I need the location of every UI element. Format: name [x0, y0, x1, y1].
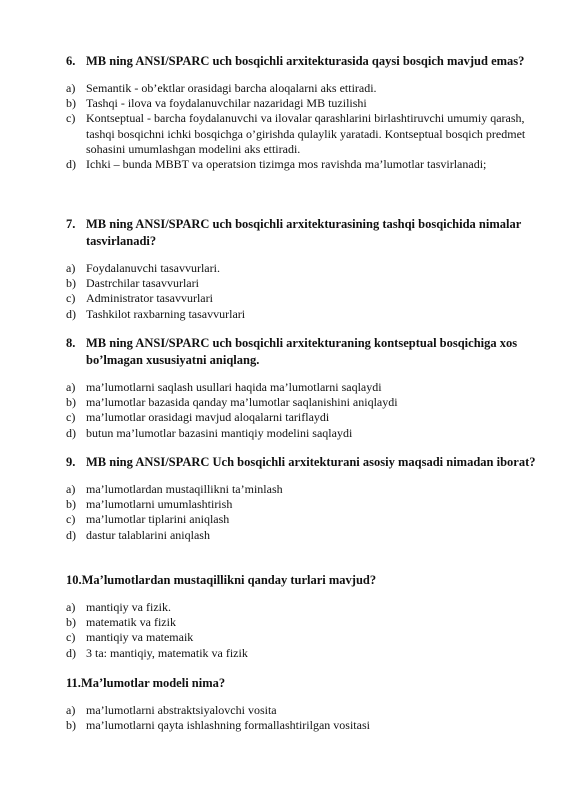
question-text: Ma’lumotlar modeli nima? [80, 676, 226, 690]
option-c [66, 512, 536, 527]
option-letter: b) [66, 718, 76, 733]
option-text: ma’lumotlarni qayta ishlashning formallashtirilgan vositasi [86, 718, 370, 733]
option-list [66, 81, 536, 172]
option-text: 3 ta: mantiqiy, matematik va fizik [86, 645, 248, 660]
question-6 [66, 53, 536, 172]
option-text: ma’lumotlarni umumlashtirish [86, 497, 233, 512]
question-heading [66, 454, 536, 471]
option-letter: c) [66, 410, 76, 425]
option-letter: a) [66, 81, 76, 95]
question-text: MB ning ANSI/SPARC uch bosqichli arxitekturasining tashqi bosqichida nimalar tasvirlanadi? [86, 217, 522, 248]
question-text: MB ning ANSI/SPARC uch bosqichli arxitekturaning kontseptual bosqichiga xos bo’lmagan xususiyatni aniqlang. [86, 336, 518, 367]
question-11 [66, 675, 536, 733]
question-heading [66, 216, 536, 250]
option-letter: c) [66, 630, 76, 645]
option-letter: a) [66, 703, 76, 717]
option-letter: a) [66, 482, 76, 496]
question-heading [66, 572, 536, 589]
question-8 [66, 335, 536, 441]
option-a [66, 482, 536, 497]
option-letter: d) [66, 527, 76, 542]
option-text: ma’lumotlar orasidagi mavjud aloqalarni tariflaydi [86, 410, 330, 425]
option-letter: d) [66, 425, 76, 440]
question-text: MB ning ANSI/SPARC uch bosqichli arxitekturasida qaysi bosqich mavjud emas? [86, 54, 525, 68]
option-d [66, 426, 536, 441]
question-number: 7. [66, 217, 76, 231]
option-b [66, 96, 536, 111]
option-letter: a) [66, 261, 76, 275]
question-heading [66, 675, 536, 692]
option-letter: b) [66, 615, 76, 630]
option-text: Administrator tasavvurlari [86, 291, 213, 306]
option-b [66, 395, 536, 410]
option-letter: d) [66, 645, 76, 660]
option-list [66, 482, 536, 543]
option-a [66, 261, 536, 276]
option-c [66, 291, 536, 306]
option-text: mantiqiy va fizik. [86, 600, 171, 614]
option-text: Foydalanuvchi tasavvurlari. [86, 261, 220, 275]
option-d [66, 646, 536, 661]
option-text: dastur talablarini aniqlash [86, 527, 210, 542]
option-letter: a) [66, 600, 76, 614]
option-letter: c) [66, 111, 76, 126]
question-number: 11. [66, 676, 81, 690]
option-text: ma’lumotlar tiplarini aniqlash [86, 512, 230, 527]
option-list [66, 380, 536, 441]
option-c [66, 630, 536, 645]
option-text: butun ma’lumotlar bazasini mantiqiy modelini saqlaydi [86, 425, 353, 440]
option-b [66, 718, 536, 733]
option-d [66, 157, 536, 172]
question-7 [66, 216, 536, 322]
option-text: mantiqiy va matemaik [86, 630, 194, 645]
option-b [66, 276, 536, 291]
option-b [66, 615, 536, 630]
option-letter: c) [66, 512, 76, 527]
question-number: 9. [66, 455, 76, 469]
option-a [66, 81, 536, 96]
option-letter: b) [66, 96, 76, 111]
option-text: Dastrchilar tasavvurlari [86, 276, 199, 291]
option-d [66, 528, 536, 543]
option-letter: a) [66, 380, 76, 394]
option-a [66, 380, 536, 395]
option-text: ma’lumotlar bazasida qanday ma’lumotlar saqlanishini aniqlaydi [86, 395, 398, 410]
option-letter: b) [66, 497, 76, 512]
option-letter: b) [66, 276, 76, 291]
option-text: Ichki – bunda MBBT va operatsion tizimga mos ravishda ma’lumotlar tasvirlanadi; [86, 157, 487, 172]
question-heading [66, 335, 536, 369]
option-text: Tashkilot raxbarning tasavvurlari [86, 306, 246, 321]
option-text: ma’lumotlarni saqlash usullari haqida ma’lumotlarni saqlaydi [86, 380, 382, 394]
option-letter: d) [66, 157, 76, 172]
option-text: Semantik - ob’ektlar orasidagi barcha aloqalarni aks ettiradi. [86, 81, 377, 95]
option-letter: d) [66, 306, 76, 321]
question-heading [66, 53, 536, 70]
option-text: ma’lumotlardan mustaqillikni ta’minlash [86, 482, 283, 496]
option-letter: c) [66, 291, 76, 306]
option-letter: b) [66, 395, 76, 410]
option-list [66, 261, 536, 322]
option-list [66, 600, 536, 661]
option-list [66, 703, 536, 733]
option-text: matematik va fizik [86, 615, 176, 630]
option-text: Kontseptual - barcha foydalanuvchi va ilovalar qarashlarini birlashtiruvchi umumiy qarash, tashqi bosqichni ichki bosqichga o’girishda qulaylik yaratadi. Kontseptual bosqich predmet sohasini umumlashgan modelini aks ettiradi. [86, 111, 526, 156]
option-d [66, 307, 536, 322]
question-9 [66, 454, 536, 543]
question-number: 8. [66, 336, 76, 350]
option-text: ma’lumotlarni abstraktsiyalovchi vosita [86, 703, 277, 717]
option-c [66, 410, 536, 425]
question-number: 6. [66, 54, 76, 68]
question-10 [66, 572, 536, 661]
question-text: MB ning ANSI/SPARC Uch bosqichli arxitekturani asosiy maqsadi nimadan iborat? [86, 455, 536, 469]
option-b [66, 497, 536, 512]
option-a [66, 600, 536, 615]
option-text: Tashqi - ilova va foydalanuvchilar nazaridagi MB tuzilishi [86, 96, 367, 111]
option-a [66, 703, 536, 718]
question-text: Ma’lumotlardan mustaqillikni qanday turlari mavjud? [81, 573, 377, 587]
question-number: 10. [66, 573, 82, 587]
option-c [66, 111, 536, 157]
